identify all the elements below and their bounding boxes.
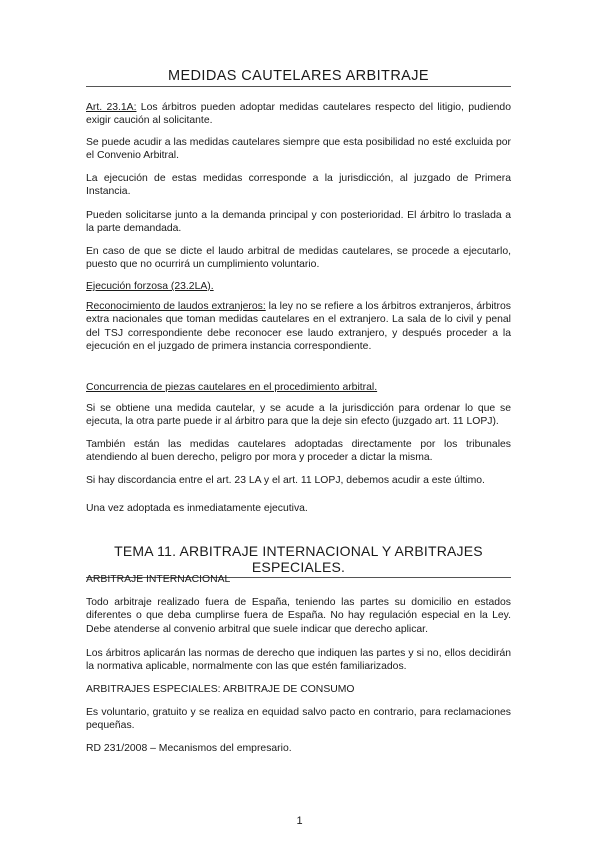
paragraph-discordancia: Si hay discordancia entre el art. 23 LA y el art. 11 LOPJ, debemos acudir a este último. bbox=[86, 475, 485, 486]
paragraph-lead: Concurrencia de piezas cautelares en el procedimiento arbitral. bbox=[86, 382, 378, 393]
paragraph-internacional-def: Todo arbitraje realizado fuera de España, teniendo las partes su domicilio en estados diferentes o que deba cumplirse fuera de España. No hay regulación especial en la Ley. Debe atenderse al convenio arbitral que suele indicar que derecho aplicar. bbox=[86, 597, 511, 635]
paragraph-ejecucion-forzosa bbox=[86, 280, 511, 293]
paragraph-convenio: Se puede acudir a las medidas cautelares siempre que esta posibilidad no esté excluida por el Convenio Arbitral. bbox=[86, 137, 511, 162]
heading-arbitraje-consumo: ARBITRAJES ESPECIALES: ARBITRAJE DE CONSUMO bbox=[86, 684, 355, 695]
paragraph-medida-obtenida: Si se obtiene una medida cautelar, y se acude a la jurisdicción para ordenar lo que se ejecuta, la otra parte puede ir al árbitro para que la deje sin efecto (juzgado art. 11 LOPJ). bbox=[86, 403, 511, 428]
section-title-medidas-cautelares: MEDIDAS CAUTELARES ARBITRAJE bbox=[86, 68, 511, 87]
paragraph-lead: Ejecución forzosa (23.2LA). bbox=[86, 281, 214, 292]
paragraph-laudo: En caso de que se dicte el laudo arbitral de medidas cautelares, se procede a ejecutarlo, puesto que no ocurrirá un cumplimiento voluntario. bbox=[86, 246, 511, 271]
paragraph-adoptada: Una vez adoptada es inmediatamente ejecutiva. bbox=[86, 503, 308, 514]
heading-arbitraje-internacional: ARBITRAJE INTERNACIONAL bbox=[86, 574, 231, 585]
paragraph-lead: Art. 23.1A: bbox=[86, 102, 137, 113]
section-title-tema-11: TEMA 11. ARBITRAJE INTERNACIONAL Y ARBITRAJES ESPECIALES. bbox=[86, 543, 511, 578]
paragraph-tribunales: También están las medidas cautelares adoptadas directamente por los tribunales atendiendo al buen derecho, peligro por mora y proceder a dictar la misma. bbox=[86, 439, 511, 464]
paragraph-solicitud: Pueden solicitarse junto a la demanda principal y con posterioridad. El árbitro lo traslada a la parte demandada. bbox=[86, 210, 511, 235]
paragraph-rd: RD 231/2008 – Mecanismos del empresario. bbox=[86, 743, 292, 754]
paragraph-text: Los árbitros pueden adoptar medidas cautelares respecto del litigio, pudiendo exigir caución al solicitante. bbox=[86, 102, 511, 127]
paragraph-concurrencia bbox=[86, 381, 511, 394]
paragraph-arbitros-normas: Los árbitros aplicarán las normas de derecho que indiquen las partes y si no, ellos decidirán la normativa aplicable, normalmente con las que estén familiarizados. bbox=[86, 648, 511, 673]
paragraph-art23 bbox=[86, 101, 511, 128]
page-number: 1 bbox=[296, 815, 303, 827]
paragraph-text: la ley no se refiere a los árbitros extranjeros, árbitros extra nacionales que toman medidas cautelares en el extranjero. La sala de lo civil y penal del TSJ correspondiente debe reconocer ese laudo extranjero, y después proceder a la ejecución en el juzgado de primera instancia correspondiente. bbox=[86, 301, 511, 353]
paragraph-laudos-extranjeros bbox=[86, 300, 511, 354]
paragraph-ejecucion: La ejecución de estas medidas corresponde a la jurisdicción, al juzgado de Primera Instancia. bbox=[86, 173, 511, 198]
paragraph-lead: Reconocimiento de laudos extranjeros: bbox=[86, 301, 266, 312]
paragraph-consumo: Es voluntario, gratuito y se realiza en equidad salvo pacto en contrario, para reclamaciones pequeñas. bbox=[86, 707, 511, 732]
